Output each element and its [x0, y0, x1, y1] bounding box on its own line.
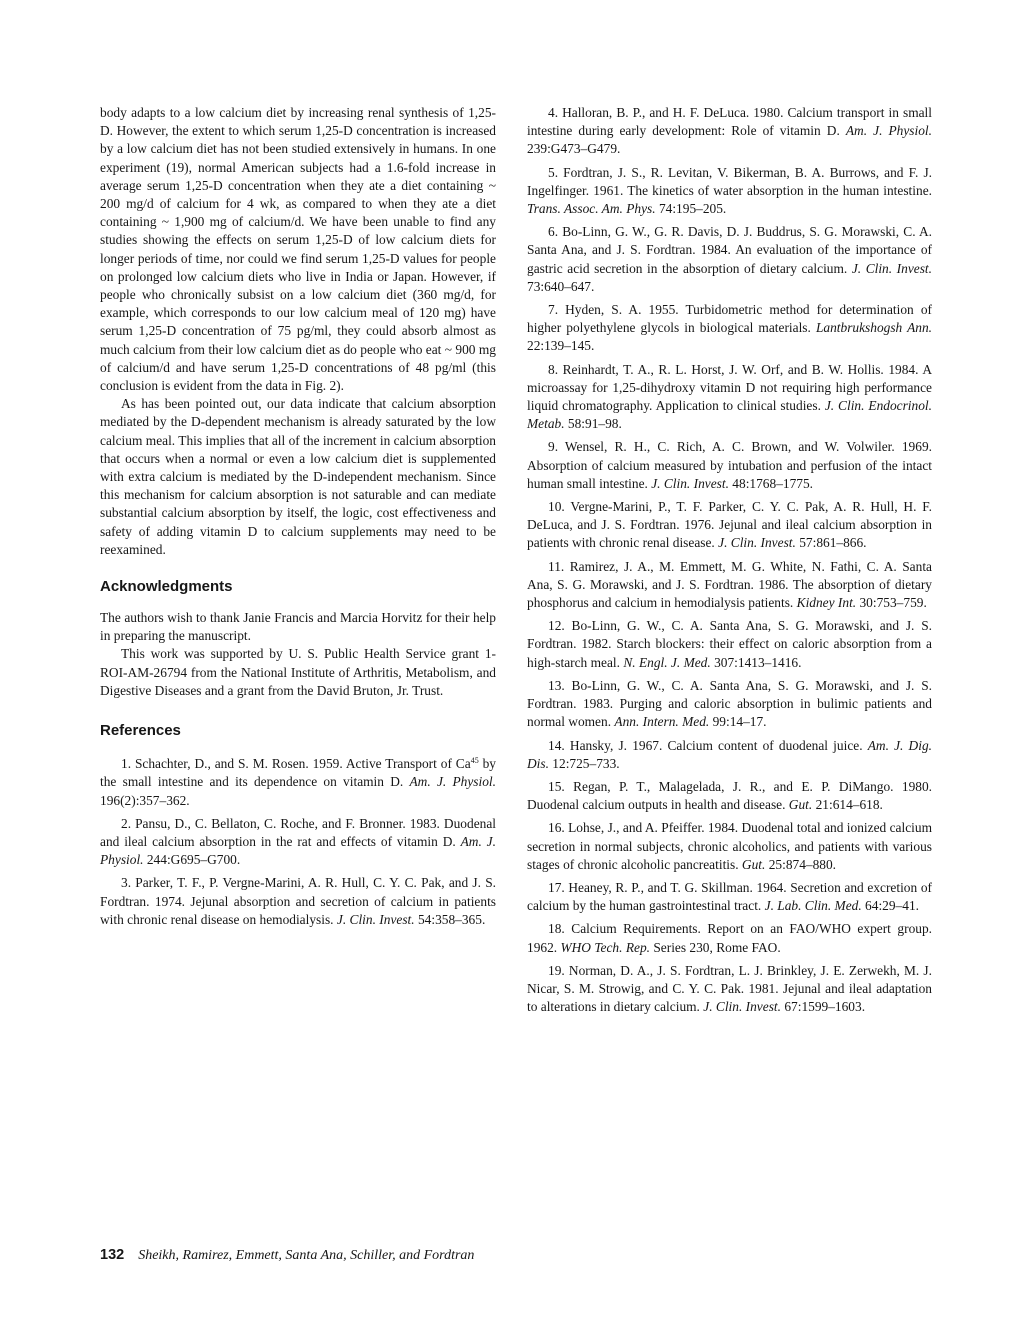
acknowledgments-heading: Acknowledgments [100, 578, 233, 596]
reference-6: 6. Bo-Linn, G. W., G. R. Davis, D. J. Buddrus, S. G. Morawski, C. A. Santa Ana, and J. S. Fordtran. 1984. An evaluation of the importance of gastric acid secretion in the absorption of dietary calcium. J. Clin. Invest. 73:640–647. [527, 224, 932, 294]
reference-7: 7. Hyden, S. A. 1955. Turbidometric method for determination of higher polyethylene glycols in biological materials. Lantbrukshogsh Ann. 22:139–145. [527, 302, 932, 354]
reference-17: 17. Heaney, R. P., and T. G. Skillman. 1964. Secretion and excretion of calcium by the human gastrointestinal tract. J. Lab. Clin. Med. 64:29–41. [527, 879, 932, 914]
reference-5: 5. Fordtran, J. S., R. Levitan, V. Bikerman, B. A. Burrows, and F. J. Ingelfinger. 1961. The kinetics of water absorption in the human intestine. Trans. Assoc. Am. Phys. 74:195–205. [527, 164, 932, 217]
reference-3: 3. Parker, T. F., P. Vergne-Marini, A. R. Hull, C. Y. C. Pak, and J. S. Fordtran. 1974. Jejunal absorption and secretion of calcium in patients with chronic renal disease on hemodialysis. J. Clin. Invest. 54:358–365. [100, 875, 496, 927]
acknowledgments-paragraph: The authors wish to thank Janie Francis and Marcia Horvitz for their help in preparing the manuscript. [100, 610, 496, 644]
reference-10: 10. Vergne-Marini, P., T. F. Parker, C. Y. C. Pak, A. R. Hull, H. F. DeLuca, and J. S. Fordtran. 1976. Jejunal and ileal calcium absorption in patients with chronic renal disease. J. Clin. Invest. 57:861–866. [527, 499, 932, 551]
body-paragraph: body adapts to a low calcium diet by increasing renal synthesis of 1,25-D. However, the extent to which serum 1,25-D concentration is increased by a low calcium diet has not been studied extensively in humans. In one experiment (19), normal American subjects had a 1.6-fold increase in average serum 1,25-D concentration when they ate a diet containing ~ 200 mg/d of calcium for 4 wk, as compared to when they ate a diet containing ~ 1,900 mg of calcium/d. We have been unable to find any studies showing the effects on serum 1,25-D of low calcium diets for longer periods of time, nor could we find serum 1,25-D values for people on prolonged low calcium diets who live in India or Japan. However, if people who chronically subsist on a low calcium diet (360 mg/d, for example, which corresponds to our low calcium meal of 120 mg) have serum 1,25-D concentration of 75 pg/ml, they could absorb almost as much calcium from their low calcium diet as do people who eat ~ 900 mg of calcium/d and have serum 1,25-D concentrations of 48 pg/ml (this conclusion is evident from the data in Fig. 2). [100, 105, 496, 394]
reference-14: 14. Hansky, J. 1967. Calcium content of duodenal juice. Am. J. Dig. Dis. 12:725–733. [527, 737, 932, 771]
reference-4: 4. Halloran, B. P., and H. F. DeLuca. 1980. Calcium transport in small intestine during early development: Role of vitamin D. Am. J. Physiol. 239:G473–G479. [527, 105, 932, 157]
page-number: 132 [100, 1247, 125, 1263]
acknowledgments-section [100, 609, 496, 700]
reference-13: 13. Bo-Linn, G. W., C. A. Santa Ana, S. G. Morawski, and J. S. Fordtran. 1983. Purging and caloric absorption in bulimic patients and normal women. Ann. Intern. Med. 99:14–17. [527, 677, 932, 730]
funding-paragraph: This work was supported by U. S. Public Health Service grant 1-ROI-AM-26794 from the National Institute of Arthritis, Metabolism, and Digestive Diseases and a grant from the David Bruton, Jr. Trust. [100, 646, 496, 698]
running-authors: Sheikh, Ramirez, Emmett, Santa Ana, Schiller, and Fordtran [138, 1248, 475, 1263]
reference-9: 9. Wensel, R. H., C. Rich, A. C. Brown, and W. Volwiler. 1969. Absorption of calcium measured by intubation and perfusion of the intact human small intestine. J. Clin. Invest. 48:1768–1775. [527, 439, 932, 491]
body-paragraph: As has been pointed out, our data indicate that calcium absorption mediated by the D-dependent mechanism is already saturated by the low calcium meal. This implies that all of the increment in calcium absorption that occurs when a normal or even a low calcium diet is supplemented with extra calcium is mediated by the D-independent mechanism. Since this mechanism for calcium absorption is not saturable and can mediate substantial calcium absorption by itself, the logic, cost effectiveness and safety of adding vitamin D to calcium supplements may need to be reexamined. [100, 396, 496, 557]
left-column [100, 104, 496, 934]
reference-12: 12. Bo-Linn, G. W., C. A. Santa Ana, S. G. Morawski, and J. S. Fordtran. 1982. Starch blockers: their effect on caloric absorption from a high-starch meal. N. Engl. J. Med. 307:1413–1416. [527, 618, 932, 670]
reference-8: 8. Reinhardt, T. A., R. L. Horst, J. W. Orf, and B. W. Hollis. 1984. A microassay for 1,25-dihydroxy vitamin D not requiring high performance liquid chromatography. Application to clinical studies. J. Clin. Endocrinol. Metab. 58:91–98. [527, 361, 932, 432]
page-footer [100, 1246, 474, 1265]
reference-18: 18. Calcium Requirements. Report on an FAO/WHO expert group. 1962. WHO Tech. Rep. Series 230, Rome FAO. [527, 921, 932, 955]
reference-16: 16. Lohse, J., and A. Pfeiffer. 1984. Duodenal total and ionized calcium secretion in normal subjects, chronic alcoholics, and patients with various stages of chronic alcoholic pancreatitis. Gut. 25:874–880. [527, 820, 932, 872]
reference-11: 11. Ramirez, J. A., M. Emmett, M. G. White, N. Fathi, C. A. Santa Ana, S. G. Morawski, and J. S. Fordtran. 1986. The absorption of dietary phosphorus and calcium in hemodialysis patients. Kidney Int. 30:753–759. [527, 558, 932, 611]
reference-19: 19. Norman, D. A., J. S. Fordtran, L. J. Brinkley, J. E. Zerwekh, M. J. Nicar, S. M. Strowig, and C. Y. C. Pak. 1981. Jejunal and ileal adaptation to alterations in dietary calcium. J. Clin. Invest. 67:1599–1603. [527, 962, 932, 1015]
references-heading: References [100, 722, 181, 740]
reference-1: 1. Schachter, D., and S. M. Rosen. 1959. Active Transport of Ca$^{45}$ by the small intestine and its dependence on vitamin D. Am. J. Physiol. 196(2):357–362. [100, 756, 497, 808]
reference-2: 2. Pansu, D., C. Bellaton, C. Roche, and F. Bronner. 1983. Duodenal and ileal calcium absorption in the rat and effects of vitamin D. Am. J. Physiol. 244:G695–G700. [100, 815, 496, 868]
right-column [527, 104, 932, 1021]
reference-15: 15. Regan, P. T., Malagelada, J. R., and E. P. DiMango. 1980. Duodenal calcium outputs in health and disease. Gut. 21:614–618. [527, 778, 932, 813]
